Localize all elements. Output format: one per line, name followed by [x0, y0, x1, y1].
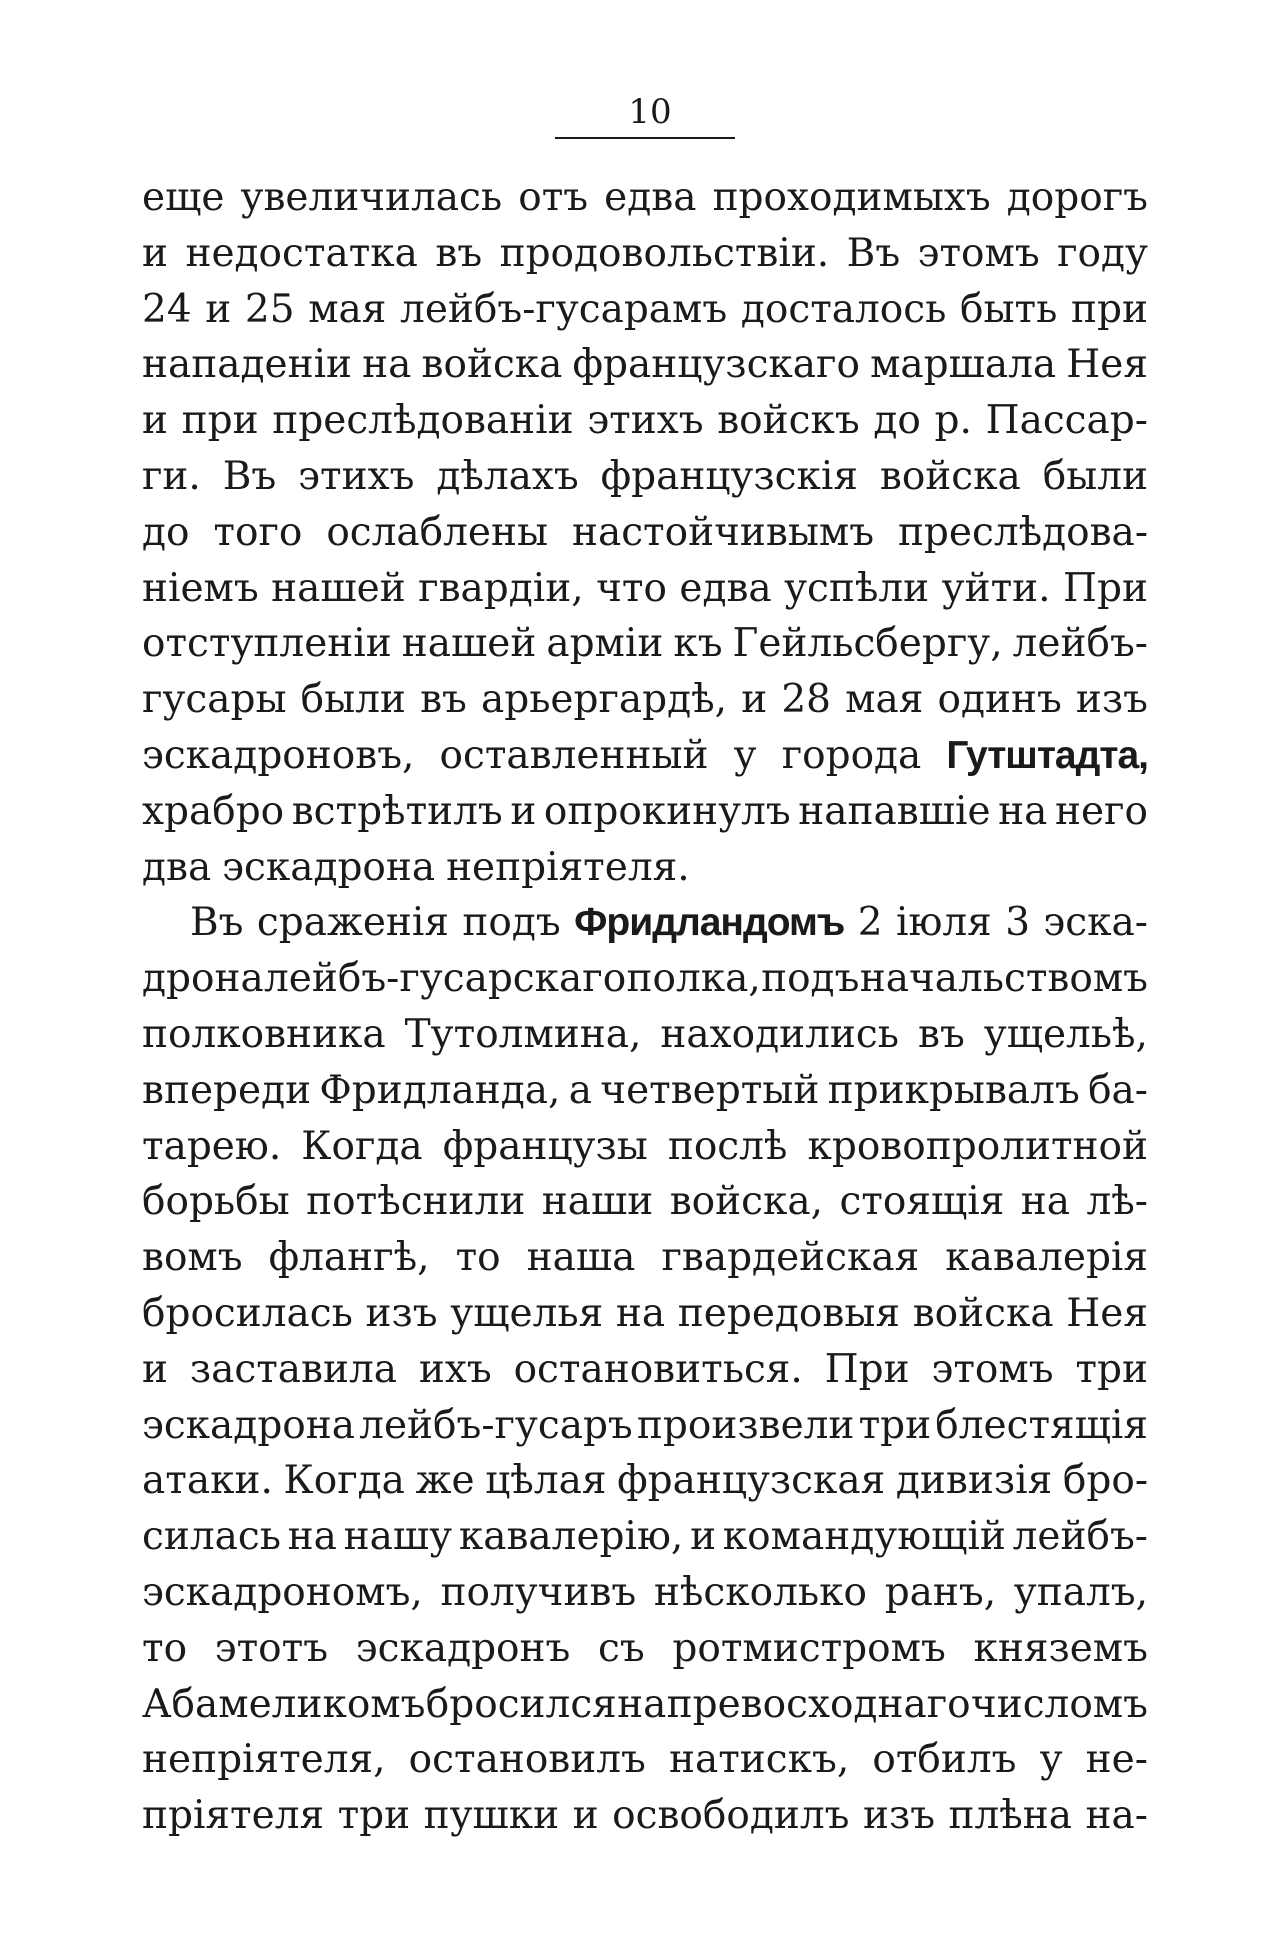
word: настойчивымъ — [571, 509, 875, 555]
text-line — [142, 170, 1148, 226]
text-line — [142, 672, 1148, 728]
word: на — [362, 342, 412, 388]
word: подъ — [462, 900, 561, 946]
text-line — [142, 1621, 1148, 1677]
word: ранъ, — [884, 1569, 997, 1615]
word: Нея — [1066, 1290, 1148, 1336]
word: бросился — [425, 1681, 617, 1727]
word: недостатка — [185, 230, 418, 276]
word: непріятеля. — [446, 844, 690, 890]
word: Абамеликомъ — [142, 1681, 426, 1727]
word: французы — [442, 1123, 648, 1169]
word: три — [1075, 1346, 1148, 1392]
word: войска — [879, 453, 1021, 499]
word: оставленный — [439, 732, 709, 778]
word: до — [142, 509, 190, 555]
word: р. — [934, 398, 972, 444]
word: 24 — [142, 286, 192, 332]
word: войскъ — [717, 398, 860, 444]
word: заставила — [189, 1346, 398, 1392]
word: лейбъ-гусаръ — [359, 1402, 633, 1448]
word: получивъ — [440, 1569, 637, 1615]
text-line — [142, 1677, 1148, 1733]
word: три — [337, 1793, 411, 1839]
word: остановиться. — [513, 1346, 803, 1392]
word: французскія — [600, 453, 858, 499]
text-line — [142, 784, 1148, 840]
word: до — [873, 398, 921, 444]
word: наша — [526, 1235, 636, 1281]
word: Въ — [846, 230, 901, 276]
word: дивизія — [895, 1458, 1053, 1504]
word: княземъ — [973, 1625, 1148, 1671]
word: и — [205, 286, 232, 332]
word: ротмистромъ — [672, 1625, 946, 1671]
text-line — [142, 616, 1148, 672]
word: и — [142, 398, 168, 444]
word: изъ — [862, 1793, 936, 1839]
word: мая — [308, 286, 387, 332]
word: войска — [421, 342, 563, 388]
word: на- — [1085, 1793, 1148, 1839]
word: упалъ, — [1013, 1569, 1148, 1615]
word: въ — [917, 1011, 965, 1057]
word: проходимыхъ — [712, 175, 991, 220]
word: Въ — [222, 453, 277, 499]
word: 3 — [1005, 900, 1031, 946]
word: и — [142, 230, 168, 276]
word: отбилъ — [872, 1737, 1017, 1783]
word: у — [1039, 1737, 1063, 1783]
word: ущельѣ, — [983, 1011, 1148, 1057]
word: нашей — [401, 621, 537, 667]
word: преслѣдованіи — [272, 398, 574, 444]
word: лейбъ- — [1012, 1514, 1148, 1560]
text-line — [142, 728, 1148, 784]
word: то — [142, 1625, 188, 1671]
word: при — [181, 398, 259, 444]
text-line — [142, 393, 1148, 449]
word: борьбы — [142, 1179, 290, 1225]
word: ба- — [1088, 1067, 1148, 1113]
word: лѣ- — [1086, 1179, 1148, 1225]
word: были — [300, 677, 406, 723]
word: натискъ, — [668, 1737, 850, 1783]
word: тарею. — [142, 1123, 282, 1169]
word: вомъ — [142, 1235, 243, 1281]
word: цѣлая — [485, 1458, 607, 1504]
word: Фридланда, — [319, 1067, 561, 1113]
text-line — [142, 1342, 1148, 1398]
word: на — [617, 1681, 667, 1727]
word: наши — [541, 1179, 654, 1225]
word: Нея — [1066, 342, 1148, 388]
word: эскадроновъ, — [142, 732, 415, 778]
word: подъ — [761, 956, 860, 1002]
word: были — [1042, 453, 1148, 499]
word: пушки — [423, 1793, 560, 1839]
word: у — [733, 732, 757, 778]
word: въ — [435, 230, 483, 276]
word: гвардейская — [661, 1235, 920, 1281]
word: начальствомъ — [859, 956, 1148, 1002]
word: же — [415, 1458, 475, 1504]
word: ніемъ — [142, 565, 259, 611]
word: бро- — [1062, 1458, 1148, 1504]
text-line — [142, 282, 1148, 338]
word: войска, — [669, 1179, 824, 1225]
word: того — [213, 509, 303, 555]
word: кавалерію, — [458, 1514, 684, 1560]
word: Когда — [301, 1123, 423, 1169]
word: числомъ — [970, 1681, 1148, 1727]
word: пріятеля — [142, 1793, 325, 1839]
word: ги. — [142, 453, 201, 499]
word: дѣлахъ — [436, 453, 579, 499]
word: блестящія — [935, 1402, 1148, 1448]
text-line — [142, 226, 1148, 282]
word: впереди — [142, 1067, 312, 1113]
word: силась — [142, 1514, 281, 1560]
word: опрокинулъ — [543, 788, 791, 834]
text-line — [142, 1398, 1148, 1454]
word: командующій — [722, 1514, 1006, 1560]
word: на — [998, 788, 1048, 834]
word: съ — [598, 1625, 645, 1671]
word: атаки. — [142, 1458, 273, 1504]
word: Когда — [283, 1458, 405, 1504]
word: нашу — [343, 1514, 453, 1560]
word: изъ — [1075, 677, 1148, 723]
word: и — [741, 677, 768, 723]
word: эскадрона — [222, 844, 436, 890]
word: къ — [673, 621, 723, 667]
word: ущелья — [450, 1290, 604, 1336]
word: едва — [604, 175, 697, 220]
word: эскадрона — [142, 1402, 356, 1448]
page-number: 10 — [628, 92, 672, 132]
word: гусары — [142, 677, 287, 723]
word: ихъ — [418, 1346, 492, 1392]
word: продовольствіи. — [499, 230, 830, 276]
word: отступленіи — [142, 621, 392, 667]
word: увеличилась — [240, 175, 503, 220]
word: мая — [845, 677, 924, 723]
text-line — [142, 1565, 1148, 1621]
word: Пассар- — [985, 398, 1148, 444]
word: стоящія — [839, 1179, 1005, 1225]
word: и — [142, 1346, 168, 1392]
word: году — [1057, 230, 1148, 276]
word: нападеніи — [142, 342, 353, 388]
word: то — [455, 1235, 501, 1281]
word: ослаблены — [326, 509, 549, 555]
word: едва — [679, 565, 772, 611]
text-line — [142, 1453, 1148, 1509]
text-line — [142, 1732, 1148, 1788]
word: и — [572, 1793, 599, 1839]
word: на — [615, 1290, 666, 1336]
word: четвертый — [600, 1067, 820, 1113]
text-line — [142, 840, 1148, 896]
word: что — [596, 565, 667, 611]
text-line — [142, 1063, 1148, 1119]
word: При — [824, 1346, 910, 1392]
text-line — [142, 1119, 1148, 1175]
word: въ — [420, 677, 467, 723]
word: нашей — [271, 565, 406, 611]
word: французская — [617, 1458, 886, 1504]
word: этихъ — [298, 453, 415, 499]
word: эска- — [1043, 900, 1148, 946]
word: бросилась — [142, 1290, 353, 1336]
word: находились — [660, 1011, 899, 1057]
word: а — [568, 1067, 592, 1113]
word: храбро — [142, 788, 285, 834]
word: лейбъ- — [1012, 621, 1148, 667]
word: одинъ — [937, 677, 1062, 723]
word: напавшіе — [798, 788, 991, 834]
word: эскадрономъ, — [142, 1569, 423, 1615]
word: лейбъ-гусарамъ — [400, 286, 728, 332]
word: непріятеля, — [142, 1737, 386, 1783]
place-name: Гутштадта, — [946, 733, 1148, 777]
word: войска — [912, 1290, 1054, 1336]
word: полка, — [626, 956, 761, 1002]
text-line — [142, 449, 1148, 505]
place-name: Фридландомъ — [574, 901, 845, 945]
text-line — [142, 1174, 1148, 1230]
word: кровопролитной — [807, 1123, 1148, 1169]
word: произвели — [636, 1402, 855, 1448]
word: нѣсколько — [653, 1569, 867, 1615]
word: іюля — [895, 900, 992, 946]
word: на — [287, 1514, 337, 1560]
text-line — [142, 1007, 1148, 1063]
body-text — [142, 170, 1148, 1844]
word: арьергардѣ, — [480, 677, 728, 723]
word: передовыя — [677, 1290, 901, 1336]
word: Въ — [190, 900, 244, 946]
word: 2 — [857, 900, 883, 946]
word: встрѣтилъ — [291, 788, 503, 834]
word: превосходнаго — [666, 1681, 971, 1727]
word: эскадронъ — [355, 1625, 571, 1671]
word: три — [858, 1402, 932, 1448]
word: изъ — [365, 1290, 438, 1336]
word: и — [690, 1514, 717, 1560]
word: еще — [142, 175, 225, 220]
word: остановилъ — [408, 1737, 646, 1783]
word: маршала — [870, 342, 1057, 388]
word: Тутолмина, — [404, 1011, 642, 1057]
word: и — [510, 788, 537, 834]
word: 25 — [244, 286, 295, 332]
word: него — [1054, 788, 1148, 834]
word: два — [142, 844, 212, 890]
word: этихъ — [587, 398, 704, 444]
word: этомъ — [931, 1346, 1054, 1392]
word: успѣли — [784, 565, 930, 611]
word: преслѣдова- — [897, 509, 1148, 555]
word: 28 — [781, 677, 831, 723]
word: Гейльсбергу, — [732, 621, 1003, 667]
word: освободилъ — [612, 1793, 850, 1839]
text-line — [142, 337, 1148, 393]
text-line — [142, 1509, 1148, 1565]
word: лейбъ-гусарскаго — [264, 956, 627, 1002]
word: плѣна — [948, 1793, 1073, 1839]
word: отъ — [518, 175, 589, 220]
word: досталось — [740, 286, 947, 332]
page-number-rule — [555, 137, 735, 139]
word: на — [1020, 1179, 1071, 1225]
word: дрона — [142, 956, 264, 1002]
word: прикрывалъ — [827, 1067, 1080, 1113]
text-line — [142, 1230, 1148, 1286]
text-line — [142, 951, 1148, 1007]
word: послѣ — [667, 1123, 788, 1169]
text-line — [142, 505, 1148, 561]
word: не- — [1085, 1737, 1148, 1783]
word: при — [1070, 286, 1148, 332]
word: гвардіи, — [418, 565, 584, 611]
word: быть — [960, 286, 1058, 332]
text-line — [142, 1788, 1148, 1844]
word: кавалерія — [945, 1235, 1148, 1281]
word: этотъ — [214, 1625, 329, 1671]
word: полковника — [142, 1011, 386, 1057]
text-line — [142, 1286, 1148, 1342]
word: потѣснили — [306, 1179, 526, 1225]
word: этомъ — [917, 230, 1040, 276]
word: флангѣ, — [268, 1235, 430, 1281]
word: дорогъ — [1006, 175, 1148, 220]
word: французскаго — [572, 342, 860, 388]
word: сраженія — [256, 900, 449, 946]
word: При — [1062, 565, 1148, 611]
word: города — [781, 732, 922, 778]
word: уйти. — [941, 565, 1051, 611]
text-line — [142, 895, 1148, 951]
text-line — [142, 561, 1148, 617]
word: арміи — [546, 621, 664, 667]
